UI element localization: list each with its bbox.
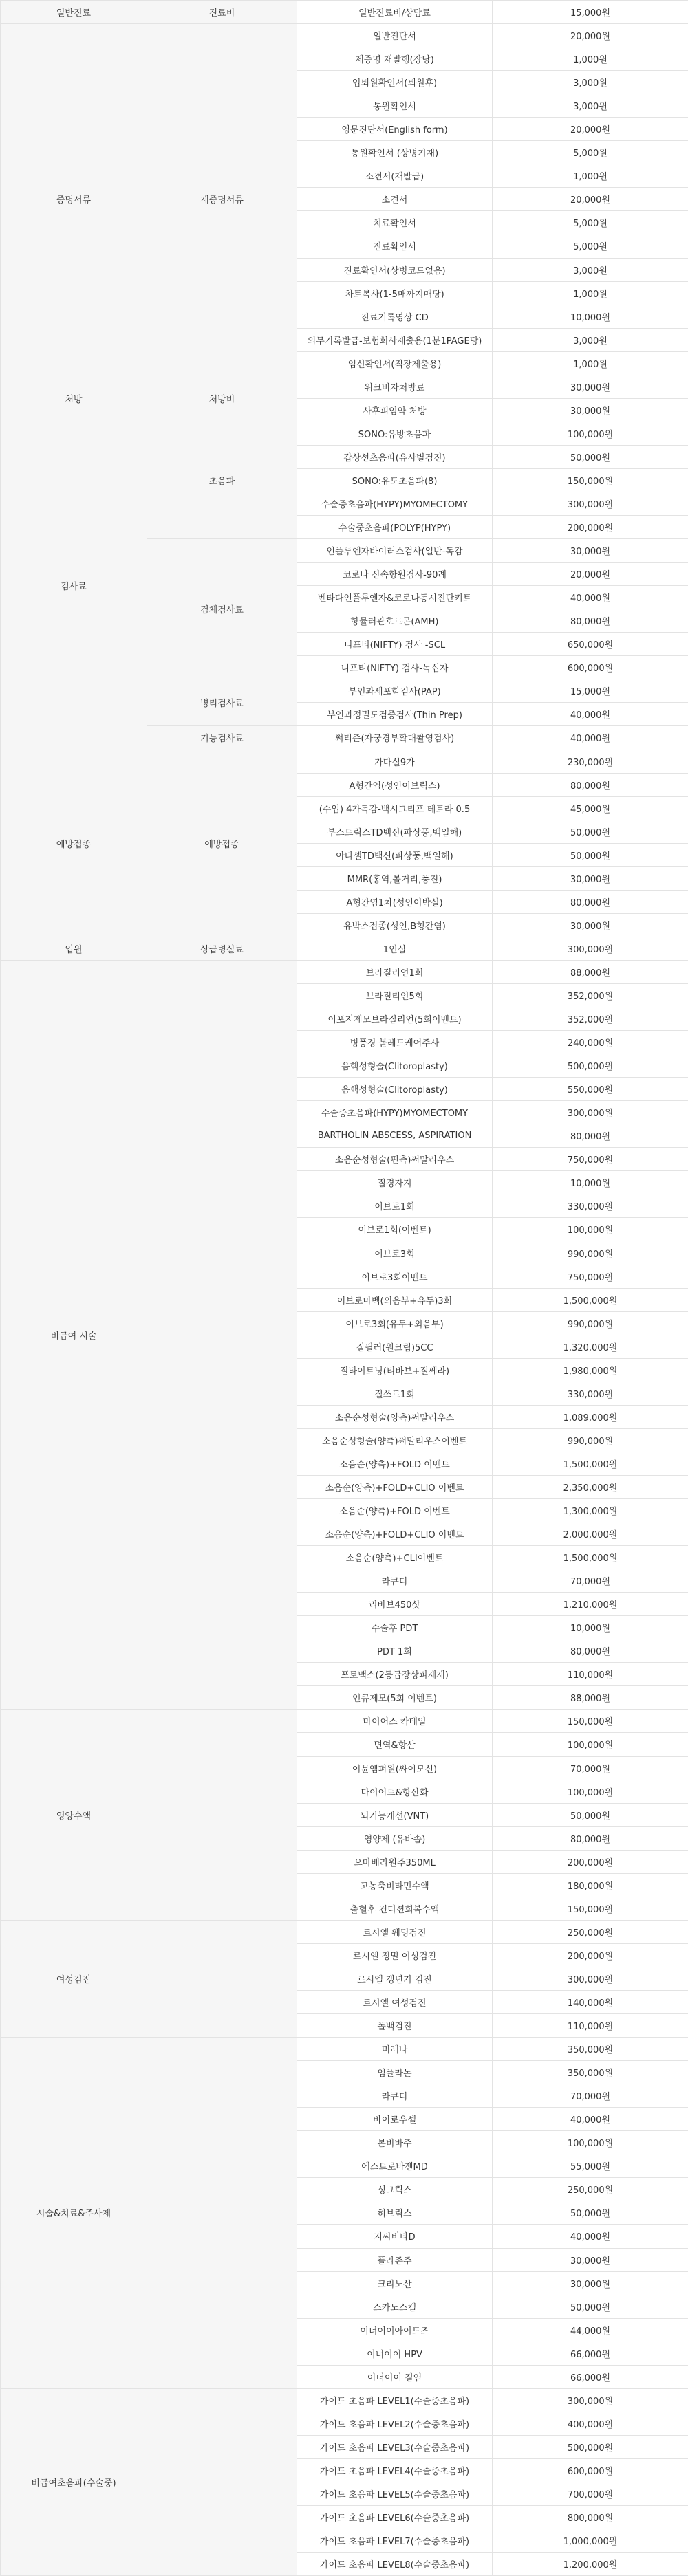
price-cell: 70,000원: [493, 2084, 688, 2108]
item-cell: 벤타다인플루엔자&코로나동시진단키트: [297, 586, 493, 609]
item-cell: SONO:유방초음파: [297, 422, 493, 445]
item-cell: 이브로마벡(외음부+유두)3회: [297, 1288, 493, 1311]
price-cell: 30,000원: [493, 398, 688, 422]
item-cell: 질쓰르1회: [297, 1382, 493, 1405]
price-cell: 650,000원: [493, 633, 688, 656]
price-cell: 20,000원: [493, 118, 688, 141]
item-cell: 코로나 신속항원검사-90례: [297, 563, 493, 586]
price-cell: 250,000원: [493, 2178, 688, 2201]
table-row: [1, 960, 688, 983]
price-cell: 3,000원: [493, 71, 688, 94]
price-cell: 1,000원: [493, 164, 688, 188]
price-cell: 750,000원: [493, 1148, 688, 1171]
table-row: [1, 422, 688, 445]
price-cell: 150,000원: [493, 468, 688, 492]
price-cell: 500,000원: [493, 1054, 688, 1078]
price-cell: 200,000원: [493, 1943, 688, 1967]
item-cell: 면역&항산: [297, 1733, 493, 1756]
price-cell: 230,000원: [493, 750, 688, 773]
price-cell: 40,000원: [493, 726, 688, 750]
category-cell: 영양수액: [1, 1710, 147, 1920]
price-cell: 600,000원: [493, 2458, 688, 2482]
item-cell: 아다셀TD백신(파상풍,백일해): [297, 843, 493, 866]
price-cell: 30,000원: [493, 2248, 688, 2271]
item-cell: 라큐디: [297, 1569, 493, 1593]
subcategory-cell: [147, 2038, 297, 2389]
item-cell: 가다실9가: [297, 750, 493, 773]
item-cell: 일반진단서: [297, 24, 493, 47]
price-cell: 990,000원: [493, 1428, 688, 1452]
price-cell: 15,000원: [493, 679, 688, 703]
item-cell: 에스트로바젠MD: [297, 2154, 493, 2178]
item-cell: 인플루엔자바이러스검사(일반-독감: [297, 539, 493, 563]
price-cell: 250,000원: [493, 1920, 688, 1943]
price-cell: 110,000원: [493, 1663, 688, 1686]
subcategory-cell: 병리검사료: [147, 679, 297, 726]
item-cell: PDT 1회: [297, 1639, 493, 1663]
price-cell: 10,000원: [493, 305, 688, 328]
price-cell: 44,000원: [493, 2318, 688, 2342]
item-cell: 르시엘 여성검진: [297, 1990, 493, 2013]
price-cell: 990,000원: [493, 1241, 688, 1265]
price-cell: 45,000원: [493, 796, 688, 820]
item-cell: 치료확인서: [297, 211, 493, 234]
item-cell: 미레나: [297, 2038, 493, 2061]
price-cell: 150,000원: [493, 1710, 688, 1733]
item-cell: 소음순(양측)+FOLD 이벤트: [297, 1452, 493, 1475]
item-cell: 이너이이아이드즈: [297, 2318, 493, 2342]
price-cell: 50,000원: [493, 2295, 688, 2318]
price-cell: 40,000원: [493, 586, 688, 609]
subcategory-cell: 예방접종: [147, 750, 297, 937]
item-cell: 이너이이 질염: [297, 2365, 493, 2388]
price-cell: 300,000원: [493, 937, 688, 960]
item-cell: 수술중초음파(POLYP(HYPY): [297, 516, 493, 539]
price-cell: 750,000원: [493, 1265, 688, 1288]
category-cell: 여성검진: [1, 1920, 147, 2037]
item-cell: 임신확인서(직장제출용): [297, 351, 493, 375]
price-cell: 40,000원: [493, 703, 688, 726]
price-cell: 50,000원: [493, 445, 688, 468]
item-cell: 수술후 PDT: [297, 1616, 493, 1639]
price-cell: 150,000원: [493, 1897, 688, 1920]
price-cell: 990,000원: [493, 1311, 688, 1335]
item-cell: 스카노스켈: [297, 2295, 493, 2318]
item-cell: 써티즌(자궁경부확대촬영검사): [297, 726, 493, 750]
item-cell: 이브로3회이벤트: [297, 1265, 493, 1288]
item-cell: 부인과세포학검사(PAP): [297, 679, 493, 703]
item-cell: 라큐디: [297, 2084, 493, 2108]
item-cell: 니프티(NIFTY) 검사 -SCL: [297, 633, 493, 656]
price-cell: 100,000원: [493, 2131, 688, 2154]
price-cell: 20,000원: [493, 24, 688, 47]
price-cell: 5,000원: [493, 211, 688, 234]
item-cell: 가이드 초음파 LEVEL3(수술중초음파): [297, 2435, 493, 2458]
price-cell: 66,000원: [493, 2342, 688, 2365]
item-cell: 인큐제모(5회 이벤트): [297, 1686, 493, 1710]
category-cell: 예방접종: [1, 750, 147, 937]
price-cell: 240,000원: [493, 1031, 688, 1054]
price-cell: 50,000원: [493, 820, 688, 843]
item-cell: 의무기록발급-보험회사제출용(1분1PAGE당): [297, 328, 493, 351]
item-cell: 음핵성형술(Clitoroplasty): [297, 1078, 493, 1101]
item-cell: 소견서: [297, 188, 493, 211]
item-cell: 리바브450샷: [297, 1593, 493, 1616]
price-cell: 70,000원: [493, 1756, 688, 1780]
item-cell: 이브로1회: [297, 1194, 493, 1218]
price-cell: 1,210,000원: [493, 1593, 688, 1616]
item-cell: 수술중초음파(HYPY)MYOMECTOMY: [297, 492, 493, 515]
price-cell: 30,000원: [493, 913, 688, 937]
price-cell: 100,000원: [493, 1218, 688, 1241]
item-cell: 마이어스 칵테일: [297, 1710, 493, 1733]
subcategory-cell: 제증명서류: [147, 24, 297, 375]
item-cell: MMR(홍역,볼거리,풍진): [297, 866, 493, 890]
item-cell: 음핵성형술(Clitoroplasty): [297, 1054, 493, 1078]
price-cell: 30,000원: [493, 2271, 688, 2295]
item-cell: 영문진단서(English form): [297, 118, 493, 141]
price-cell: 1,320,000원: [493, 1335, 688, 1358]
item-cell: 가이드 초음파 LEVEL1(수술중초음파): [297, 2388, 493, 2412]
item-cell: 소음순성형술(양측)써말리우스: [297, 1405, 493, 1428]
item-cell: 소음순성형술(양측)써말리우스이벤트: [297, 1428, 493, 1452]
item-cell: (수입) 4가독감-백시그리프 테트라 0.5: [297, 796, 493, 820]
price-cell: 350,000원: [493, 2061, 688, 2084]
price-cell: 88,000원: [493, 960, 688, 983]
price-cell: 1,000원: [493, 351, 688, 375]
price-cell: 30,000원: [493, 866, 688, 890]
item-cell: SONO:유도초음파(8): [297, 468, 493, 492]
item-cell: 브라질리언5회: [297, 983, 493, 1007]
item-cell: 1인실: [297, 937, 493, 960]
item-cell: 오마베라원주350ML: [297, 1850, 493, 1873]
item-cell: 진료확인서: [297, 234, 493, 258]
price-cell: 66,000원: [493, 2365, 688, 2388]
table-row: [1, 1710, 688, 1733]
item-cell: 싱그릭스: [297, 2178, 493, 2201]
price-cell: 500,000원: [493, 2435, 688, 2458]
price-cell: 70,000원: [493, 1569, 688, 1593]
item-cell: 소음순(양측)+FOLD 이벤트: [297, 1499, 493, 1522]
category-cell: 일반진료: [1, 1, 147, 24]
item-cell: 부인과정밀도검증검사(Thin Prep): [297, 703, 493, 726]
price-cell: 300,000원: [493, 492, 688, 515]
item-cell: 니프티(NIFTY) 검사-녹십자: [297, 656, 493, 679]
item-cell: 진료확인서(상병코드없음): [297, 258, 493, 281]
price-cell: 1,000원: [493, 47, 688, 71]
item-cell: 이포지제모브라질리언(5회이벤트): [297, 1007, 493, 1031]
item-cell: 가이드 초음파 LEVEL7(수술중초음파): [297, 2529, 493, 2553]
item-cell: 가이드 초음파 LEVEL6(수술중초음파): [297, 2506, 493, 2529]
item-cell: 통원확인서 (상병기재): [297, 141, 493, 164]
price-cell: 80,000원: [493, 1124, 688, 1148]
category-cell: 비급여 시술: [1, 960, 147, 1710]
price-cell: 140,000원: [493, 1990, 688, 2013]
price-cell: 800,000원: [493, 2506, 688, 2529]
item-cell: 바이로우셀: [297, 2108, 493, 2131]
price-cell: 330,000원: [493, 1382, 688, 1405]
item-cell: 질필러(원크립)5CC: [297, 1335, 493, 1358]
category-cell: 입원: [1, 937, 147, 960]
price-cell: 100,000원: [493, 1733, 688, 1756]
table-row: [1, 375, 688, 398]
item-cell: 이브로3회(유두+외음부): [297, 1311, 493, 1335]
price-cell: 352,000원: [493, 1007, 688, 1031]
item-cell: 질타이트닝(티바브+질쎄라): [297, 1358, 493, 1382]
price-cell: 5,000원: [493, 234, 688, 258]
item-cell: 다이어트&항산화: [297, 1780, 493, 1803]
price-cell: 50,000원: [493, 843, 688, 866]
price-cell: 3,000원: [493, 258, 688, 281]
price-cell: 50,000원: [493, 1803, 688, 1826]
item-cell: 항뮬러관호르몬(AMH): [297, 609, 493, 633]
subcategory-cell: 진료비: [147, 1, 297, 24]
price-cell: 1,500,000원: [493, 1452, 688, 1475]
price-cell: 5,000원: [493, 141, 688, 164]
price-cell: 30,000원: [493, 539, 688, 563]
table-row: [1, 937, 688, 960]
item-cell: 이뮨엠퍼원(싸이모신): [297, 1756, 493, 1780]
price-cell: 20,000원: [493, 563, 688, 586]
item-cell: 폴백검진: [297, 2014, 493, 2038]
price-cell: 80,000원: [493, 1826, 688, 1850]
price-cell: 80,000원: [493, 890, 688, 913]
item-cell: 르시엘 갱년기 검진: [297, 1967, 493, 1990]
item-cell: 병풍경 볼레드케어주사: [297, 1031, 493, 1054]
item-cell: 포토맥스(2등급장상피제제): [297, 1663, 493, 1686]
category-cell: 비급여초음파(수술중): [1, 2388, 147, 2575]
price-cell: 80,000원: [493, 1639, 688, 1663]
item-cell: 브라질리언1회: [297, 960, 493, 983]
item-cell: 출혈후 컨디션회복수액: [297, 1897, 493, 1920]
item-cell: 소견서(재발급): [297, 164, 493, 188]
price-cell: 400,000원: [493, 2412, 688, 2435]
item-cell: 워크비자처방료: [297, 375, 493, 398]
subcategory-cell: 기능검사료: [147, 726, 297, 750]
category-cell: 처방: [1, 375, 147, 422]
subcategory-cell: [147, 1920, 297, 2037]
price-cell: 352,000원: [493, 983, 688, 1007]
table-row: [1, 1, 688, 24]
price-cell: 88,000원: [493, 1686, 688, 1710]
price-cell: 200,000원: [493, 516, 688, 539]
item-cell: 질경자지: [297, 1171, 493, 1194]
price-cell: 330,000원: [493, 1194, 688, 1218]
price-cell: 300,000원: [493, 1101, 688, 1124]
item-cell: 진료기록영상 CD: [297, 305, 493, 328]
item-cell: 입퇴원확인서(퇴원후): [297, 71, 493, 94]
table-row: [1, 2388, 688, 2412]
price-cell: 10,000원: [493, 1171, 688, 1194]
price-cell: 50,000원: [493, 2201, 688, 2225]
item-cell: 이브로1회(이벤트): [297, 1218, 493, 1241]
price-cell: 300,000원: [493, 2388, 688, 2412]
price-cell: 80,000원: [493, 773, 688, 796]
item-cell: 고농축비타민수액: [297, 1873, 493, 1897]
item-cell: 가이드 초음파 LEVEL4(수술중초음파): [297, 2458, 493, 2482]
subcategory-cell: 상급병실료: [147, 937, 297, 960]
item-cell: BARTHOLIN ABSCESS, ASPIRATION: [297, 1124, 493, 1148]
item-cell: A형간염(성인이브릭스): [297, 773, 493, 796]
table-row: [1, 1920, 688, 1943]
price-cell: 40,000원: [493, 2108, 688, 2131]
item-cell: 가이드 초음파 LEVEL2(수술중초음파): [297, 2412, 493, 2435]
price-cell: 40,000원: [493, 2225, 688, 2248]
subcategory-cell: [147, 960, 297, 1710]
item-cell: 이브로3회: [297, 1241, 493, 1265]
price-cell: 1,500,000원: [493, 1288, 688, 1311]
item-cell: 부스트릭스TD백신(파상풍,백일해): [297, 820, 493, 843]
price-cell: 1,000원: [493, 281, 688, 305]
item-cell: 가이드 초음파 LEVEL5(수술중초음파): [297, 2482, 493, 2505]
item-cell: 사후피임약 처방: [297, 398, 493, 422]
subcategory-cell: [147, 1710, 297, 1920]
price-cell: 1,089,000원: [493, 1405, 688, 1428]
price-cell: 3,000원: [493, 94, 688, 118]
price-cell: 110,000원: [493, 2014, 688, 2038]
price-cell: 1,000,000원: [493, 2529, 688, 2553]
price-cell: 550,000원: [493, 1078, 688, 1101]
subcategory-cell: 검체검사료: [147, 539, 297, 679]
price-cell: 700,000원: [493, 2482, 688, 2505]
subcategory-cell: 초음파: [147, 422, 297, 538]
price-cell: 15,000원: [493, 1, 688, 24]
item-cell: 유박스접종(성인,B형간염): [297, 913, 493, 937]
item-cell: 소음순(양측)+FOLD+CLIO 이벤트: [297, 1522, 493, 1546]
item-cell: A형간염1차(성인이박실): [297, 890, 493, 913]
item-cell: 제증명 재발행(장당): [297, 47, 493, 71]
table-row: [1, 750, 688, 773]
item-cell: 본비바주: [297, 2131, 493, 2154]
item-cell: 소음순성형술(편측)써말리우스: [297, 1148, 493, 1171]
price-cell: 3,000원: [493, 328, 688, 351]
item-cell: 지씨비타D: [297, 2225, 493, 2248]
item-cell: 가이드 초음파 LEVEL8(수술중초음파): [297, 2553, 493, 2576]
price-cell: 1,500,000원: [493, 1546, 688, 1569]
item-cell: 소음순(양측)+CLI이벤트: [297, 1546, 493, 1569]
price-cell: 1,200,000원: [493, 2553, 688, 2576]
item-cell: 크리노산: [297, 2271, 493, 2295]
price-cell: 10,000원: [493, 1616, 688, 1639]
price-cell: 30,000원: [493, 375, 688, 398]
category-cell: 증명서류: [1, 24, 147, 375]
price-cell: 300,000원: [493, 1967, 688, 1990]
item-cell: 통원확인서: [297, 94, 493, 118]
price-cell: 100,000원: [493, 422, 688, 445]
price-cell: 200,000원: [493, 1850, 688, 1873]
price-cell: 600,000원: [493, 656, 688, 679]
item-cell: 갑상선초음파(유사별검진): [297, 445, 493, 468]
price-cell: 2,350,000원: [493, 1475, 688, 1498]
price-cell: 55,000원: [493, 2154, 688, 2178]
price-cell: 2,000,000원: [493, 1522, 688, 1546]
category-cell: 시술&치료&주사제: [1, 2038, 147, 2389]
item-cell: 르시엘 정밀 여성검진: [297, 1943, 493, 1967]
item-cell: 영양제 (유바솔): [297, 1826, 493, 1850]
item-cell: 플라존주: [297, 2248, 493, 2271]
item-cell: 임플라논: [297, 2061, 493, 2084]
category-cell: 검사료: [1, 422, 147, 750]
item-cell: 뇌기능개선(VNT): [297, 1803, 493, 1826]
item-cell: 차트복사(1-5매까지매당): [297, 281, 493, 305]
item-cell: 이너이이 HPV: [297, 2342, 493, 2365]
table-row: [1, 2038, 688, 2061]
item-cell: 히브릭스: [297, 2201, 493, 2225]
price-cell: 20,000원: [493, 188, 688, 211]
price-cell: 350,000원: [493, 2038, 688, 2061]
fee-table-body: [1, 1, 688, 2576]
item-cell: 일반진료비/상담료: [297, 1, 493, 24]
subcategory-cell: [147, 2388, 297, 2575]
price-cell: 180,000원: [493, 1873, 688, 1897]
table-row: [1, 24, 688, 47]
price-cell: 1,980,000원: [493, 1358, 688, 1382]
price-cell: 1,300,000원: [493, 1499, 688, 1522]
price-cell: 100,000원: [493, 1780, 688, 1803]
item-cell: 소음순(양측)+FOLD+CLIO 이벤트: [297, 1475, 493, 1498]
item-cell: 르시엘 웨딩검진: [297, 1920, 493, 1943]
subcategory-cell: 처방비: [147, 375, 297, 422]
price-cell: 80,000원: [493, 609, 688, 633]
item-cell: 수술중초음파(HYPY)MYOMECTOMY: [297, 1101, 493, 1124]
